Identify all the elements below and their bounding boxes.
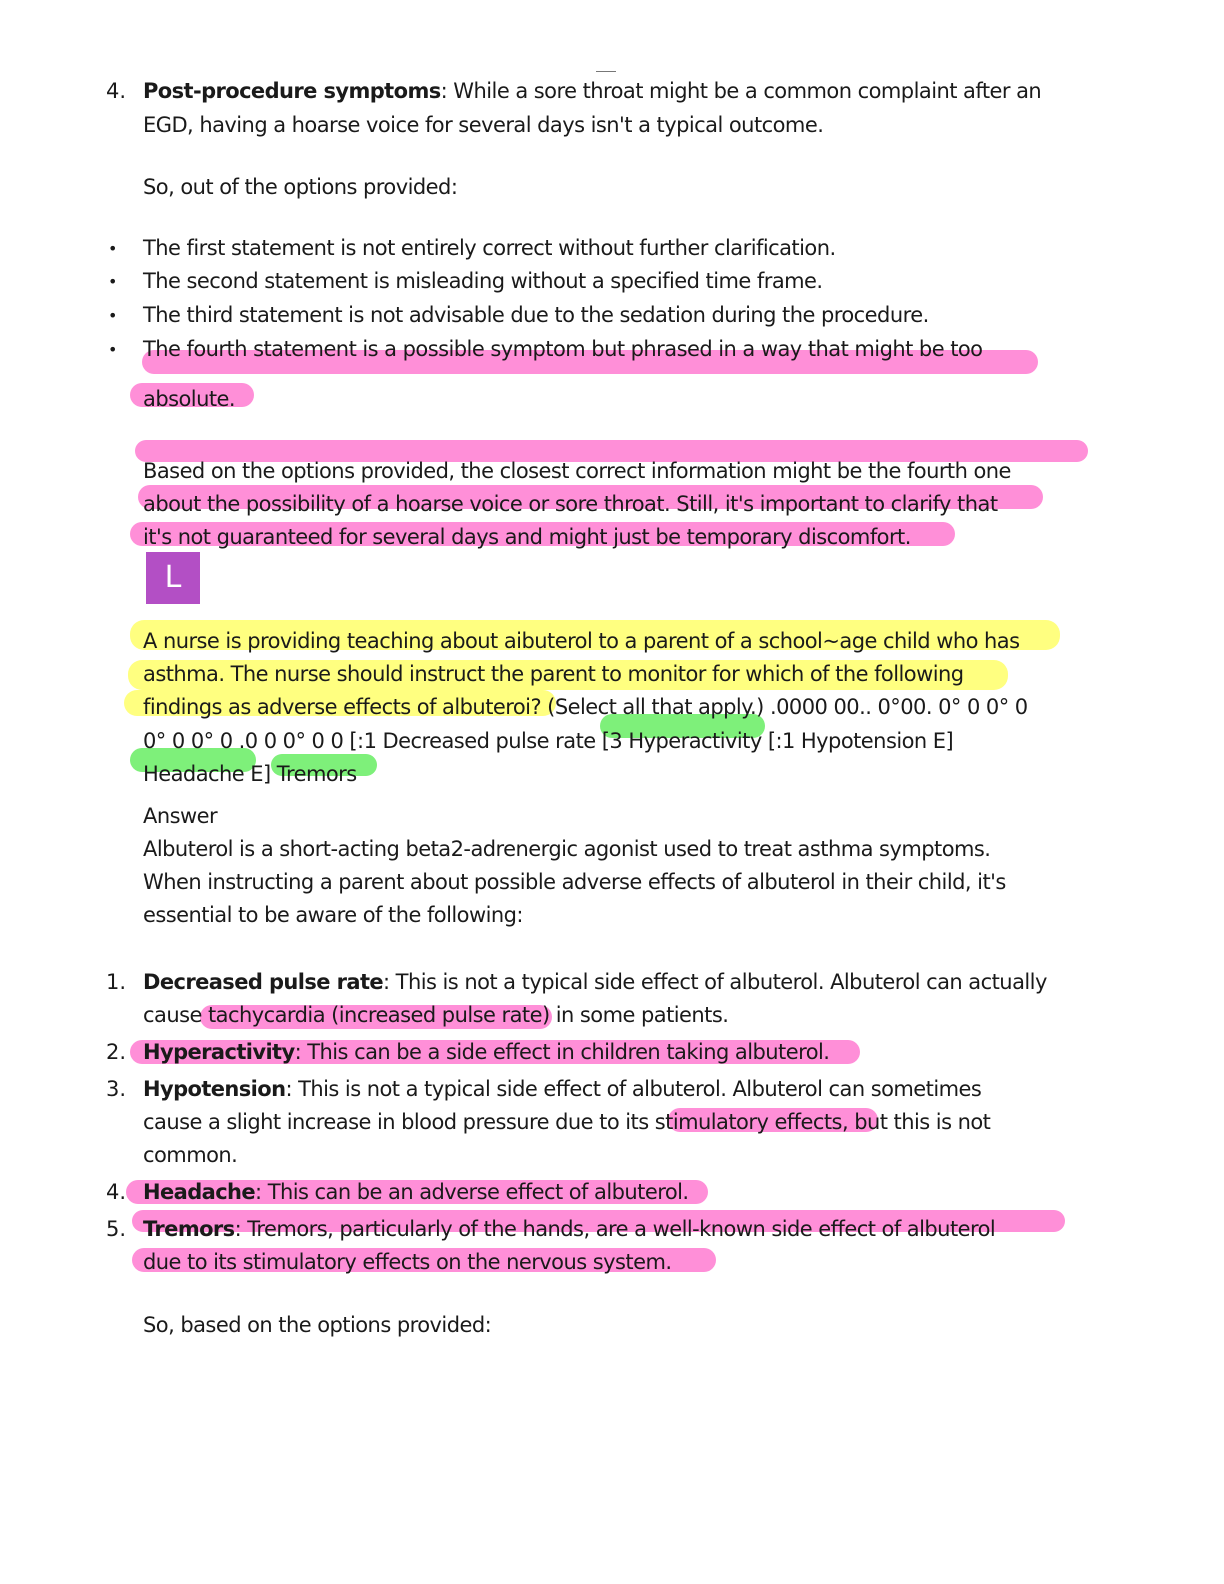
list-item-description: : Tremors, particularly of the hands, are a well-known side effect of albuterol <box>234 1217 996 1241</box>
list-item-term: Post-procedure symptoms <box>143 79 441 103</box>
list-number: 4. <box>106 79 127 103</box>
list-item-text: EGD, having a hoarse voice for several days isn't a typical outcome. <box>143 113 824 137</box>
paragraph: So, out of the options provided: <box>143 175 458 199</box>
list-item-text: cause a slight increase in blood pressure due to its stimulatory effects, but this is not <box>143 1110 991 1134</box>
answer-intro: When instructing a parent about possible adverse effects of albuterol in their child, it's <box>143 870 1006 894</box>
question-text: asthma. The nurse should instruct the parent to monitor for which of the following <box>143 662 964 686</box>
question-text: Headache E] Tremors <box>143 762 357 786</box>
list-item-text <box>143 966 1047 999</box>
list-item-text <box>143 1213 995 1246</box>
list-item-text: cause tachycardia (increased pulse rate) in some patients. <box>143 1003 729 1027</box>
closing-paragraph: So, based on the options provided: <box>143 1313 492 1337</box>
bullet: • <box>108 340 118 359</box>
avatar: L <box>146 552 200 604</box>
list-item-description: : This can be a side effect in children taking albuterol. <box>294 1040 830 1064</box>
list-item-term: Decreased pulse rate <box>143 970 384 994</box>
list-number: 4. <box>106 1180 127 1204</box>
list-item-description: : This is not a typical side effect of albuterol. Albuterol can sometimes <box>285 1077 982 1101</box>
bullet-text: The fourth statement is a possible symptom but phrased in a way that might be too <box>143 337 983 361</box>
answer-intro: Albuterol is a short-acting beta2-adrenergic agonist used to treat asthma symptoms. <box>143 837 991 861</box>
list-number: 3. <box>106 1077 127 1101</box>
paragraph: it's not guaranteed for several days and might just be temporary discomfort. <box>143 525 911 549</box>
list-item-term: Hyperactivity <box>143 1040 295 1064</box>
bullet: • <box>108 306 118 325</box>
list-item-text: due to its stimulatory effects on the nervous system. <box>143 1250 672 1274</box>
question-text: 0° 0 0° 0 .0 0 0° 0 0 [:1 Decreased pulse rate [3 Hyperactivity [:1 Hypotension E] <box>143 729 954 753</box>
list-item-description: : This is not a typical side effect of albuterol. Albuterol can actually <box>383 970 1047 994</box>
list-item-text: common. <box>143 1143 238 1167</box>
paragraph: Based on the options provided, the closest correct information might be the fourth one <box>143 459 1011 483</box>
bullet-text: The first statement is not entirely correct without further clarification. <box>143 236 836 260</box>
header-mark <box>596 71 616 72</box>
list-item-text <box>143 1036 829 1069</box>
list-number: 2. <box>106 1040 127 1064</box>
answer-label: Answer <box>143 804 218 828</box>
list-item-term: Tremors <box>143 1217 235 1241</box>
list-item-description: : While a sore throat might be a common complaint after an <box>440 79 1042 103</box>
bullet: • <box>108 272 118 291</box>
list-item-term: Hypotension <box>143 1077 286 1101</box>
list-number: 5. <box>106 1217 127 1241</box>
question-text: A nurse is providing teaching about aibuterol to a parent of a school~age child who has <box>143 629 1020 653</box>
list-item-text <box>143 75 1041 108</box>
list-number: 1. <box>106 970 127 994</box>
bullet-text-continued: absolute. <box>143 387 236 411</box>
paragraph: about the possibility of a hoarse voice or sore throat. Still, it's important to clarify that <box>143 492 998 516</box>
list-item-text <box>143 1073 981 1106</box>
question-text: findings as adverse effects of albuteroi? (Select all that apply.) .0000 00.. 0°00. 0° 0 0° 0 <box>143 695 1028 719</box>
list-item-text <box>143 1176 689 1209</box>
list-item-description: : This can be an adverse effect of albuterol. <box>255 1180 689 1204</box>
bullet: • <box>108 239 118 258</box>
bullet-text: The second statement is misleading without a specified time frame. <box>143 269 823 293</box>
answer-intro: essential to be aware of the following: <box>143 903 523 927</box>
list-item-term: Headache <box>143 1180 256 1204</box>
bullet-text: The third statement is not advisable due to the sedation during the procedure. <box>143 303 929 327</box>
